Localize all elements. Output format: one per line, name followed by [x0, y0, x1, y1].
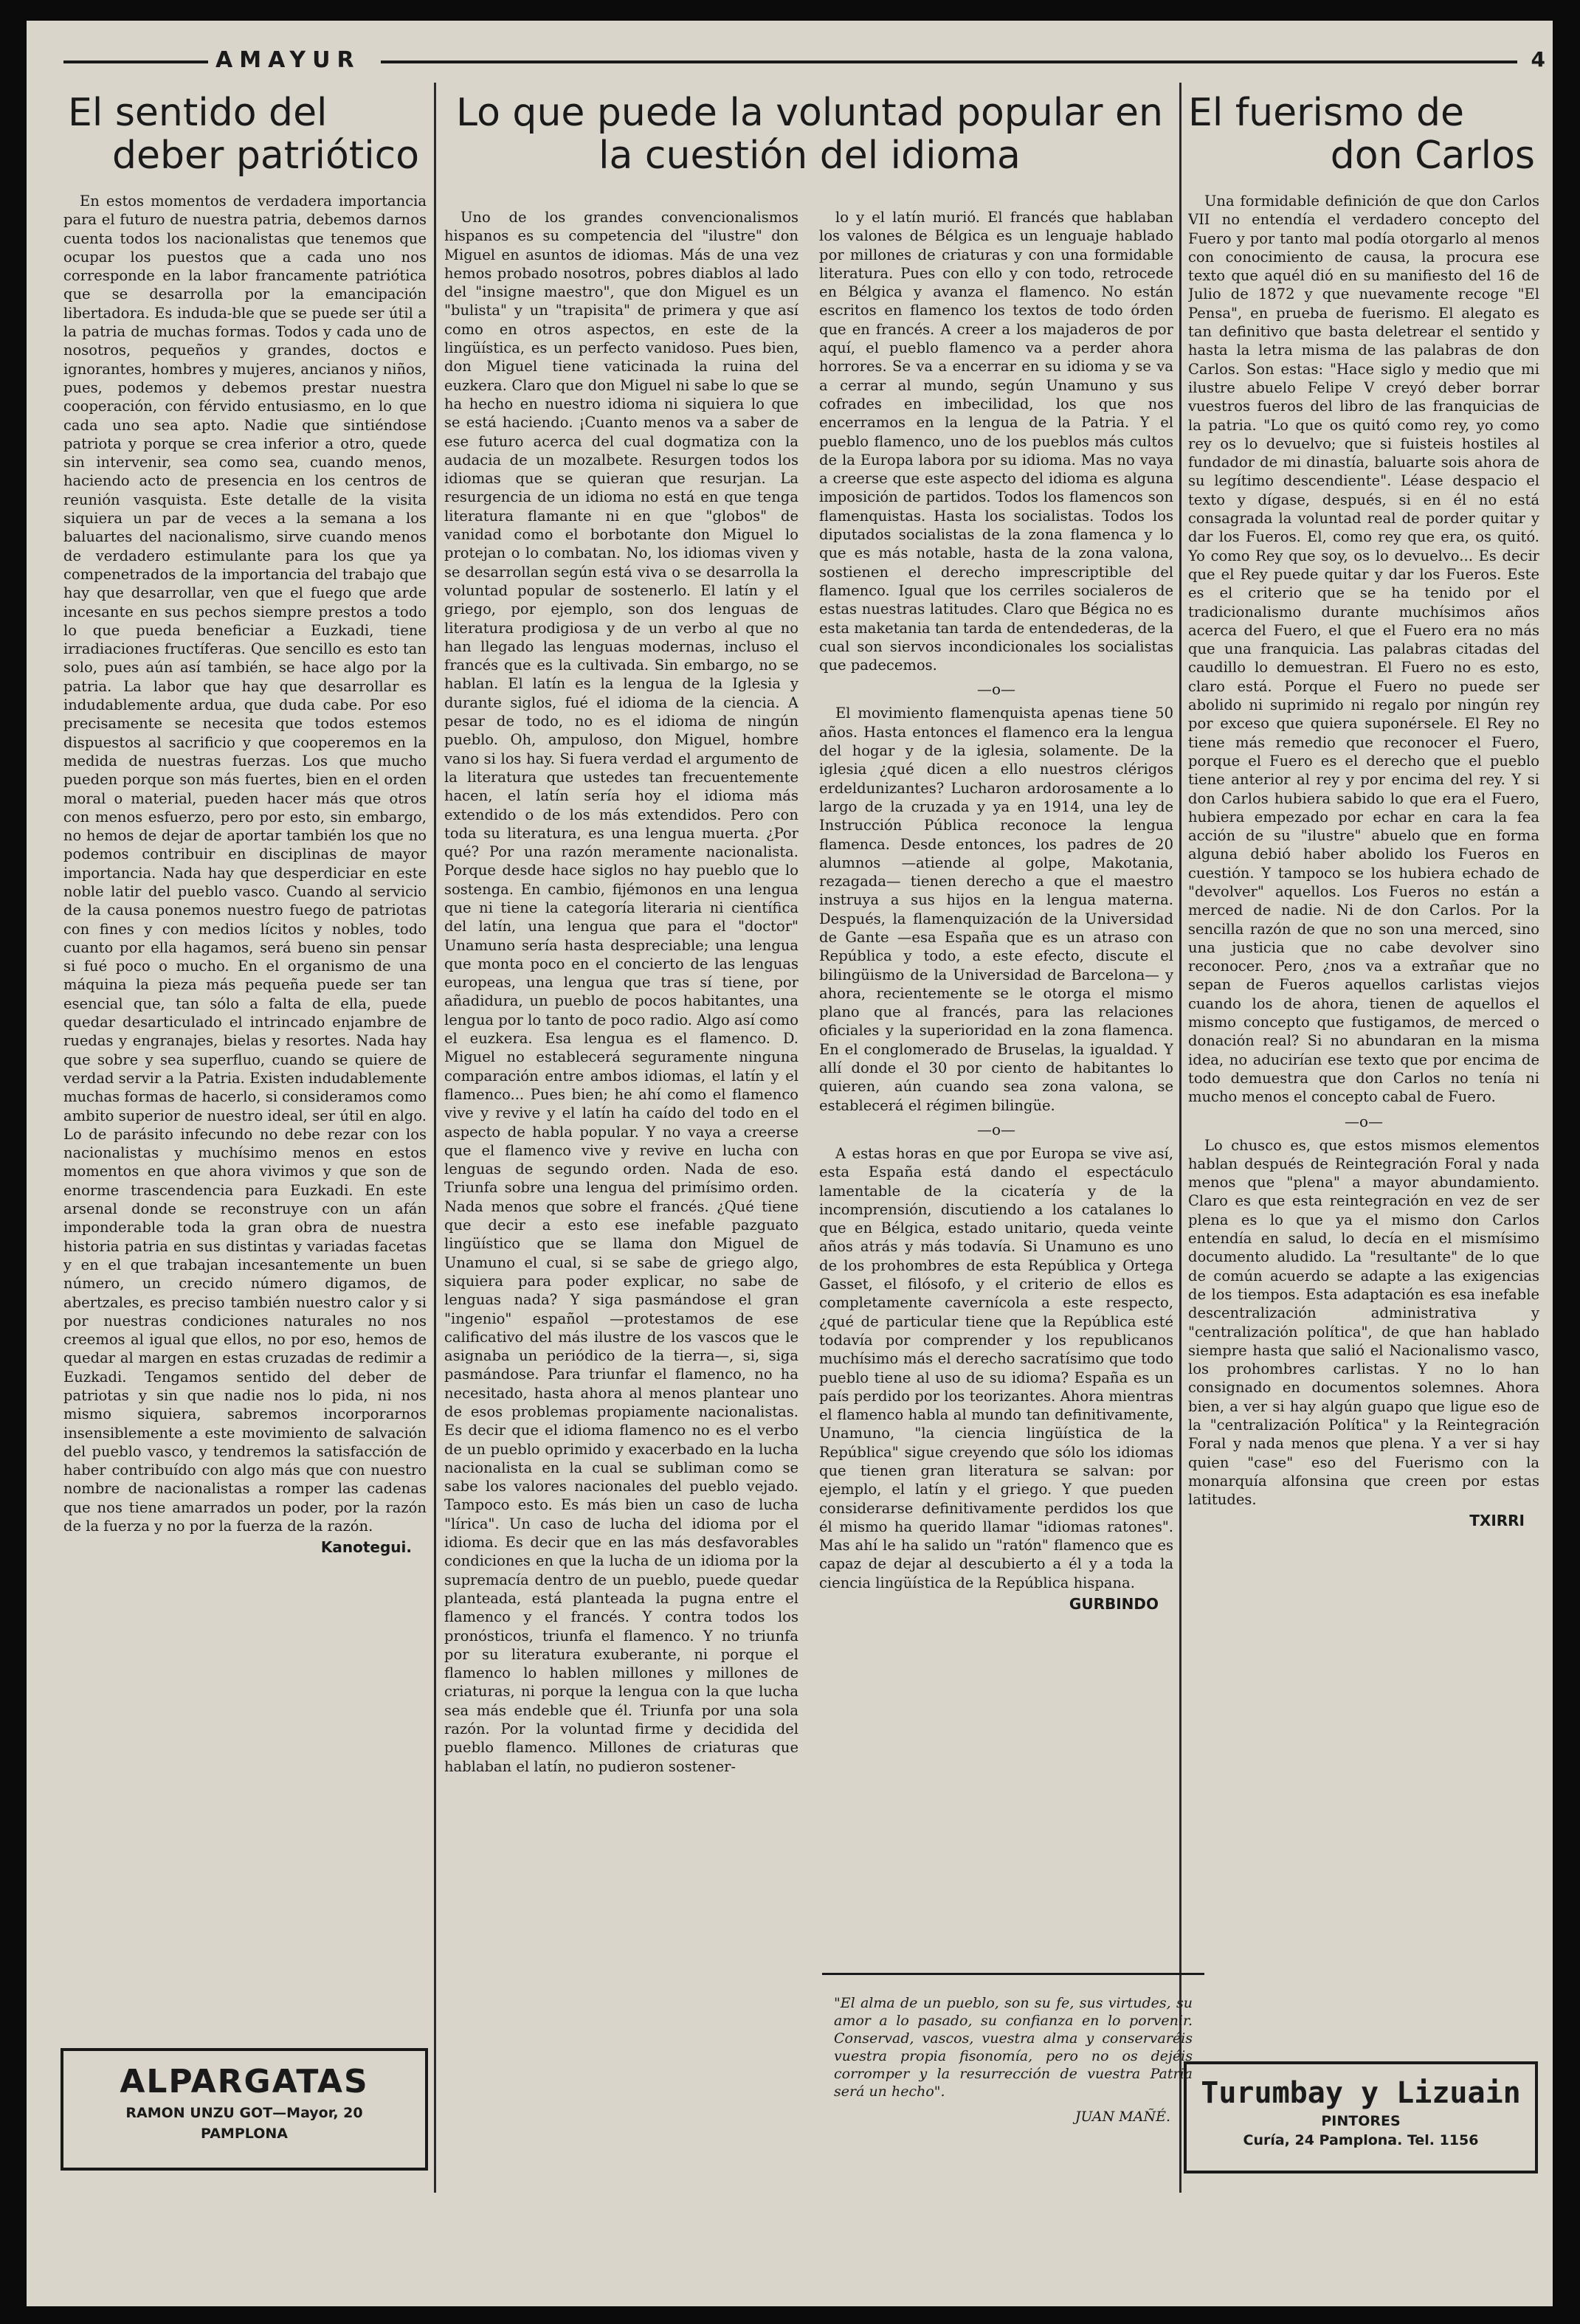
section-separator: —o— [1344, 1112, 1384, 1130]
ad-brand: ALPARGATAS [120, 2063, 369, 2100]
article-headline [63, 91, 427, 177]
article-body-section-2: El movimiento flamenquista apenas tiene 50 años. Hasta entonces el flamenco era la lengua del hogar y de la iglesia, solamente. De la iglesia ¿qué dicen a ello nuestros clérigos erdeldunizantes? Lucharon ardorosamente a lo largo de la cruzada y ya en 1914, una ley de Instrucción Pública reconoce la lengua flamenca. Desde entonces, los padres de 20 alumnos —atiende al golpe, Makotania, rezagada— tienen derecho a que el maestro instruya a sus hijos en la lengua materna. Después, la flamenquización de la Universidad de Gante —esa España que es un atraso con República y todo, a este efecto, discute el bilingüismo de la Universidad de Barcelona— y ahora, recientemente se le otorga el mismo plano que al francés, para las relaciones oficiales y la superioridad en la zona flamenca. En el conglomerado de Bruselas, la igualdad. Y allí donde el 30 por ciento de habitantes lo quieren, aún cuando sea zona valona, se establecerá el régimen bilingüe. [819, 705, 1173, 1114]
article-signature: GURBINDO [1069, 1595, 1159, 1614]
ad-address: RAMON UNZU GOT—Mayor, 20 [125, 2105, 363, 2121]
masthead-rule-right [381, 60, 1517, 63]
ad-city: PAMPLONA [201, 2126, 288, 2142]
article-headline [1188, 91, 1539, 177]
ad-brand: Turumbay y Lizuain [1201, 2076, 1521, 2110]
headline-line-1: Lo que puede la voluntad popular en [456, 91, 1163, 135]
column-divider-2 [1179, 83, 1181, 2193]
page-number: 4 [1531, 47, 1545, 72]
article-subcolumn-right [819, 208, 1173, 1964]
advertisement-alpargatas [61, 2048, 428, 2171]
article-body: Una formidable definición de que don Carlos VII no entendía el verdadero concepto del Fuero y por tanto mal podía otorgarlo al menos con conocimiento de causa, la procura ese texto que aquél dió en su manifiesto del 16 de Julio de 1872 y que nuevamente recoge "El Pensa", en prueba de fuerismo. El alegato es tan definitivo que basta deletrear el sentido y hasta la letra misma de las palabras de don Carlos. Son estas: "Hace siglo y medio que mi ilustre abuelo Felipe V creyó deber borrar vuestros fueros del libro de las franquicias de la patria. "Lo que os quitó como rey, yo como rey os lo devuelvo; que si fuisteis hostiles al fundador de mi dinastía, baluarte sois ahora de su legítimo descendiente". Léase despacio el texto y dígase, después, si en él no está consagrada la voluntad real de porder quitar y dar los Fueros. El, como rey que era, os quitó. Yo como Rey que soy, os lo devuelvo... Es decir que el Rey puede quitar y dar los Fueros. Este es el criterio que se ha tenido por el tradicionalismo durante muchísimos años acerca del Fuero, el que el Fuero era no más que una franquicia. Las palabras citadas del caudillo lo demuestran. El Fuero no es esto, claro está. Porque el Fuero no puede ser abolido ni suprimido ni regalo por ningún rey por exceso que quiera suponérsele. El Rey no tiene más remedio que reconocer el Fuero, porque el Fuero es el derecho que el pueblo tiene anterior al rey y por encima del rey. Y si don Carlos hubiera sabido lo que era el Fuero, hubiera empezado por echar en cara la fea acción de su "ilustre" abuelo que en forma alguna debió haber abolido los Fueros en cuestión. Y tampoco se los hubiera echado de "devolver" aquellos. Los Fueros no están a merced de nadie. Ni de don Carlos. Por la sencilla razón de que no son una merced, sino una justicia que no cabe devolver sino reconocer. Pero, ¿nos va a extrañar que no sepan de Fueros aquellos carlistas viejos cuando los de ahora, tienen de aquellos el mismo concepto que fustigamos, de merced o donación real? Si no abundaran en la misma idea, no aducirían ese texto que por encima de todo demuestra que don Carlos no tenía ni mucho menos el concepto cabal de Fuero. [1188, 193, 1539, 1106]
article-signature: Kanotegui. [320, 1538, 412, 1557]
article-body-section-2: Lo chusco es, que estos mismos elementos hablan después de Reintegración Foral y nada menos que "plena" a mayor abundamiento. Claro es que esta reintegración en vez de ser plena es lo que ya el mismo don Carlos entendía en salud, lo decía en el mismísimo documento aludido. La "resultante" de lo que de común acuerdo se adapte a las exigencias de los tiempos. Esta adaptación es esa inefable descentralización administrativa y "centralización política", de que han hablado siempre hasta que salió el Nacionalismo vasco, los prohombres carlistas. Y no lo han consignado en documentos solemnes. Ahora bien, a ver si hay algún guapo que ligue eso de la "centralización Política" y la Reintegración Foral y nada menos que plena. Y a ver si hay quien "case" eso del Fuerismo con la monarquía alfonsina que creen por estas latitudes. [1188, 1136, 1539, 1509]
section-separator: —o— [976, 680, 1016, 699]
article-body: En estos momentos de verdadera importancia para el futuro de nuestra patria, debemos darnos cuenta todos los nacionalistas que tenemos que ocupar los puestos que a cada uno nos corresponde en la labor francamente patriótica que se desarrolla por la emancipación libertadora. Es induda-ble que se puede ser útil a la patria de muchas formas. Todos y cada uno de nosotros, pequeños y grandes, doctos e ignorantes, hombres y mujeres, ancianos y niños, pues, podemos y debemos prestar nuestra cooperación, con férvido entusiasmo, en lo que cada uno sea apto. Nadie que sintiéndose patriota y porque se crea inferior a otro, quede sin intervenir, sea como sea, cuando menos, haciendo acto de presencia en los centros de reunión vasquista. Este detalle de la visita siquiera un par de veces a la semana a los baluartes del nacionalismo, sirve cuando menos de verdadero estimulante para los que ya compenetrados de la importancia del trabajo que hay que desarrollar, ven que el fuego que arde incesante en sus pechos siempre prestos a todo lo que pueda beneficiar a Euzkadi, tiene irradiaciones fructíferas. Que sencillo es esto tan solo, pues aún así también, se hace algo por la patria. La labor que hay que desarrollar es indudablemente ardua, que duda cabe. Por eso precisamente se necesita que todos estemos dispuestos al sacrificio y que cooperemos en la medida de nuestras fuerzas. Los que mucho pueden porque son más fuertes, bien en el orden moral o material, pueden hacer más que otros con menos esfuerzo, pero por esto, sin embargo, no hemos de dejar de aportar también los que no podemos contribuir en disciplinas de mayor importancia. Nada hay que desperdiciar en este noble latir del pueblo vasco. Cuando al servicio de la causa ponemos nuestro fuego de patriotas con fines y con medios lícitos y nobles, todo cuanto por ella hagamos, será bueno sin pensar si fué poco o mucho. En el organismo de una máquina la pieza más pequeña puede ser tan esencial que, tan sólo a falta de ella, puede quedar desarticulado el intrincado enjambre de ruedas y engranajes, bielas y resortes. Nada hay que sobre y sea superfluo, cuando se quiere de verdad servir a la Patria. Existen indudablemente muchas formas de hacerlo, si consideramos como ambito superior de nuestro ideal, ser útil en algo. Lo de parásito infecundo no debe rezar con los nacionalistas y muchísimo menos en estos momentos en que ahora vivimos y que son de enorme trascendencia para Euzkadi. En este arsenal donde se reconstruye con un afán imponderable toda la gran obra de nuestra historia patria en sus distintas y variadas facetas y en el que trabajan incesantemente un buen número, un crecido número digamos, de abertzales, es preciso también nuestro calor y si por nuestras condiciones naturales no nos creemos al igual que ellos, no por eso, hemos de quedar al margen en estas cruzadas de redimir a Euzkadi. Tengamos sentido del deber de patriotas y sin que nadie nos lo pida, ni nos mismo siquiera, sabremos incorporarnos insensiblemente a este movimiento de salvación del pueblo vasco, y tendremos la satisfacción de haber contribuído con algo más que con nuestro nombre de nacionalistas a romper las cadenas que nos tiene amarrados un poder, por la razón de la fuerza y no por la fuerza de la razón. [63, 193, 427, 1535]
headline-line-2: don Carlos [1330, 134, 1535, 178]
masthead-rule-left [63, 60, 208, 63]
ad-address: Curía, 24 Pamplona. Tel. 1156 [1243, 2132, 1479, 2148]
quote-box [822, 1973, 1204, 2126]
quote-text: "El alma de un pueblo, son su fe, sus virtudes, su amor a lo pasado, su confianza en lo porvenir. Conservad, vascos, vuestra alma y conservaréis vuestra propia fisonomía, pero no os dejéis corromper y la resurrección de vuestra Patria será un hecho". [834, 1995, 1193, 2100]
headline-line-1: El sentido del [68, 91, 328, 135]
article-fuerismo-don-carlos [1188, 91, 1539, 2039]
newspaper-name: AMAYUR [215, 47, 361, 73]
newspaper-page [27, 21, 1553, 2306]
masthead [63, 46, 1547, 78]
article-headline [444, 91, 1175, 177]
headline-line-2: deber patriótico [112, 134, 420, 178]
article-signature: TXIRRI [1469, 1512, 1525, 1530]
article-voluntad-popular [444, 91, 1175, 2238]
article-body-section-3: A estas horas en que por Europa se vive así, esta España está dando el espectáculo lamentable de la cicatería y de la incomprensión, discutiendo a los catalanes lo que en Bélgica, estado unitario, queda veinte años atrás y más todavía. Si Unamuno es uno de los prohombres de esta República y Ortega Gasset, el filósofo, y el criterio de ellos es completamente cavernícola a este respecto, ¿qué de particular tiene que la República esté todavía por comprender y los republicanos muchísimo más el derecho sacratísimo que todo pueblo tiene al uso de su idioma? España es un país perdido por los teorizantes. Ahora mientras el flamenco habla al mundo tan definitivamente, Unamuno, "la ciencia lingüística de la República" sigue creyendo que sólo los idiomas que tienen gran literatura se salvan: por ejemplo, el latín y el griego. Y que pueden considerarse definitivamente perdidos los que él mismo ha querido llamar "idiomas ratones". Mas ahí le ha salido un "ratón" flamenco que es capaz de dejar al descubierto a él y a toda la ciencia lingüística de la República hispana. [819, 1144, 1173, 1591]
quote-author: JUAN MAÑÉ. [1074, 2109, 1170, 2125]
article-body-continued: lo y el latín murió. El francés que hablaban los valones de Bélgica es un lenguaje hablado por millones de criaturas y con una formidable literatura. Pues con ello y con todo, retrocede en Bélgica y avanza el flamenco. No están escritos en flamenco los textos de todo órden que en francés. A creer a los majaderos de por aquí, el pueblo flamenco va a perder ahora horrores. Se va a encerrar en su idioma y se va a cerrar al mundo, según Unamuno y sus cofrades en imbecilidad, los que nos encerramos en la lengua de la Patria. Y el pueblo flamenco, uno de los pueblos más cultos de la Europa labora por su idioma. Mas no vaya a creerse que este aspecto del idioma es alguna imposición de partidos. Todos los flamencos son flamenquistas. Hasta los socialistas. Todos los diputados socialistas de la zona flamenca y lo que es más notable, hasta de la zona valona, sostienen el derecho imprescriptible del flamenco. Igual que los cerriles socialeros de estas nuestras latitudes. Claro que Bégica no es esta maketania tan tarda de entendederas, de la cual son siervos incondicionales los socialistas que padecemos. [819, 209, 1173, 674]
article-body: Uno de los grandes convencionalismos hispanos es su competencia del "ilustre" don Miguel en asuntos de idiomas. Más de una vez hemos probado nosotros, pobres diablos al lado del "insigne maestro", que don Miguel es un "bulista" y un "trapisita" de primera y que así como en otros aspectos, en este de la lingüística, es un perfecto vanidoso. Pues bien, don Miguel tiene vaticinada la ruina del euzkera. Claro que don Miguel ni sabe lo que se ha hecho en nuestro idioma ni siquiera lo que se está haciendo. ¡Cuanto menos va a saber de ese futuro acerca del cual dogmatiza con la audacia de un mozalbete. Resurgen todos los idiomas que se quieran que resurjan. La resurgencia de un idioma no está en que tenga literatura flamante ni en que "globos" de vanidad como el borbotante don Miguel lo protejan o lo combatan. No, los idiomas viven y se desarrollan según está viva o se desarrolla la voluntad popular de sostenerlo. El latín y el griego, por ejemplo, son dos lenguas de literatura prodigiosa y de un verbo al que no han llegado las lenguas modernas, incluso el francés que es la cultivada. Sin embargo, no se hablan. El latín es la lengua de la Iglesia y durante siglos, fué el idioma de la ciencia. A pesar de todo, no es el idioma de ningún pueblo. Oh, ampuloso, don Miguel, hombre vano si los hay. Si fuera verdad el argumento de la literatura que ustedes tan frecuentemente hacen, el latín sería hoy el idioma más extendido o de los más extendidos. Pero con toda su literatura, es una lengua muerta. ¿Por qué? Por una razón meramente nacionalista. Porque desde hace siglos no hay pueblo que lo sostenga. En cambio, fijémonos en una lengua que ni tiene la categoría literaria ni científica del latín, una lengua que para el "doctor" Unamuno sería hasta despreciable; una lengua que monta poco en el concierto de las lenguas europeas, una lengua que tras sí tiene, por añadidura, un pueblo de pocos habitantes, una lengua por lo tanto de poco radio. Algo así como el euzkera. Esa lengua es el flamenco. D. Miguel no establecerá seguramente ninguna comparación entre ambos idiomas, el latín y el flamenco... Pues bien; he ahí como el flamenco vive y revive y el latín ha caído del todo en el aspecto de habla popular. Y no vaya a creerse que el flamenco vive y revive en lucha con lenguas de segundo orden. Nada de eso. Triunfa sobre una lengua del primísimo orden. Nada menos que sobre el francés. ¿Qué tiene que decir a esto ese inefable pazguato lingüístico que se llama don Miguel de Unamuno el cual, si se sabe de griego algo, siquiera para poder explicar, no sabe de lenguas nada? Y siga pasmándose el gran "ingenio" español —protestamos de ese calificativo del más ilustre de los vascos que le asignaba un periódico de la tierra—, si, siga pasmándose. Para triunfar el flamenco, no ha necesitado, hasta ahora al menos plantear uno de esos problemas propiamente nacionalistas. Es decir que el idioma flamenco no es el verbo de un pueblo oprimido y exacerbado en la lucha nacionalista en la cual se subliman como se sabe los valores nacionales del pueblo vejado. Tampoco esto. Es más bien un caso de lucha "lírica". Un caso de lucha del idioma por el idioma. Es decir que en las más desfavorables condiciones en que la lucha de un idioma por la supremacía dentro de un pueblo, puede quedar planteada, está planteada la pugna entre el flamenco y el francés. Y contra todos los pronósticos, triunfa el flamenco. Y no triunfa por su literatura exuberante, ni porque el flamenco lo hablen millones y millones de criaturas, ni porque la lengua con la que lucha sea más endeble que él. Triunfa por una sola razón. Por la voluntad firme y decidida del pueblo flamenco. Millones de criaturas que hablaban el latín, no pudieron sostener- [444, 209, 798, 1775]
article-subcolumn-left [444, 208, 798, 2238]
column-divider-1 [434, 83, 436, 2193]
ad-trade: PINTORES [1321, 2113, 1401, 2129]
headline-line-1: El fuerismo de [1188, 91, 1465, 135]
advertisement-turumbay [1184, 2061, 1538, 2173]
section-separator: —o— [976, 1120, 1016, 1138]
article-sentido-del-deber [63, 91, 427, 2039]
headline-line-2: la cuestión del idioma [598, 134, 1021, 178]
